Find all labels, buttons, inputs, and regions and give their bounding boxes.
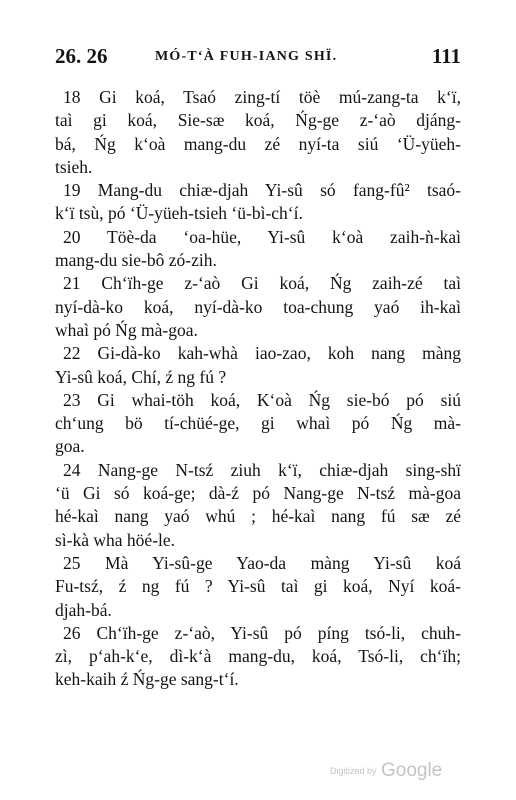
text-line: k‘ï tsù, pó ‘Ü-yüeh-tsieh ‘ü-bì-ch‘í. xyxy=(55,203,303,224)
text-line: hé-kaì nang yaó whú ; hé-kaì nang fú sæ zé xyxy=(55,506,461,527)
google-logo: Google xyxy=(380,760,443,781)
text-line: taì gi koá, Sie-sæ koá, Ńg-ge z-‘aò djáng- xyxy=(55,110,461,131)
text-line: ch‘ung bö tí-chüé-ge, gi whaì pó Ńg mà- xyxy=(55,413,461,434)
text-line: tsieh. xyxy=(55,156,93,177)
text-line: Fu-tsź, ź ng fú ? Yi-sû taì gi koá, Nyí koá- xyxy=(55,576,461,597)
text-line: 19 Mang-du chiæ-djah Yi-sû só fang-fû² tsaó- xyxy=(63,180,461,201)
text-line: sì-kà wha höé-le. xyxy=(55,529,176,550)
text-line: 23 Gi whai-töh koá, K‘oà Ńg sie-bó pó siú xyxy=(63,389,461,410)
page-number: 111 xyxy=(431,44,461,68)
chapter-verse-reference: 26. 26 xyxy=(55,44,108,68)
text-line: 26 Ch‘ïh-ge z-‘aò, Yi-sû pó píng tsó-li, chuh- xyxy=(63,622,461,643)
text-line: 20 Töè-da ‘oa-hüe, Yi-sû k‘oà zaih-ǹ-kaì xyxy=(63,226,461,247)
text-line: mang-du sie-bô zó-zih. xyxy=(55,250,217,271)
text-line: 24 Nang-ge N-tsź ziuh k‘ï, chiæ-djah sing-shï xyxy=(63,459,461,480)
text-line: bá, Ńg k‘oà mang-du zé nyí-ta siú ‘Ü-yüeh- xyxy=(55,133,461,154)
text-line: keh-kaih ź Ńg-ge sang-t‘í. xyxy=(55,669,239,690)
watermark-prefix: Digitized by xyxy=(330,766,377,776)
running-header xyxy=(55,44,461,70)
digitized-watermark xyxy=(330,760,442,782)
text-line: nyí-dà-ko koá, nyí-dà-ko toa-chung yaó ih-kaì xyxy=(55,296,461,317)
scripture-text xyxy=(55,86,461,692)
text-line: 22 Gi-dà-ko kah-whà iao-zao, koh nang màng xyxy=(63,343,461,364)
text-line: 25 Mà Yi-sû-ge Yao-da màng Yi-sû koá xyxy=(63,552,461,573)
text-line: Yi-sû koá, Chí, ź ng fú ? xyxy=(55,366,227,387)
text-line: ‘ü Gi só koá-ge; dà-ź pó Nang-ge N-tsź mà-goa xyxy=(55,483,461,504)
text-line: goa. xyxy=(55,436,85,457)
text-line: 21 Ch‘ïh-ge z-‘aò Gi koá, Ńg zaih-zé taì xyxy=(63,273,461,294)
text-line: 18 Gi koá, Tsaó zing-tí töè mú-zang-ta k‘ï, xyxy=(63,87,461,107)
text-line: zì, p‘ah-k‘e, dì-k‘à mang-du, koá, Tsó-li, ch‘ïh; xyxy=(55,646,461,667)
text-line: djah-bá. xyxy=(55,599,112,620)
book-title: MÓ-T‘À FUH-IANG SHÏ. xyxy=(155,49,338,64)
text-line: whaì pó Ńg mà-goa. xyxy=(55,319,198,340)
